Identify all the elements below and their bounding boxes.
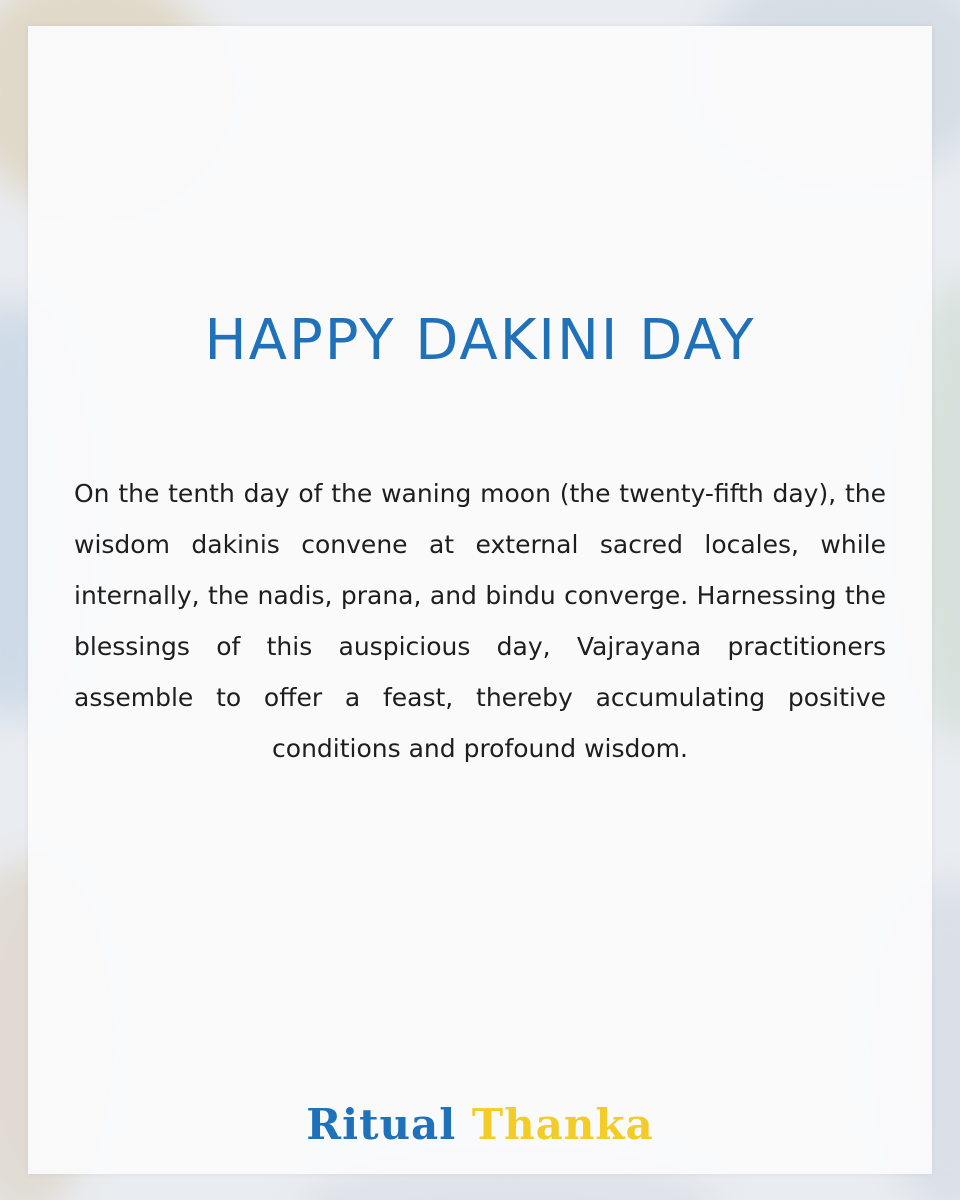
page-title: HAPPY DAKINI DAY (204, 308, 756, 373)
brand-logo (28, 1100, 932, 1149)
brand-word-thanka: Thanka (471, 1100, 654, 1149)
brand-word-ritual: Ritual (306, 1100, 457, 1149)
content-card (28, 26, 932, 1174)
body-paragraph: On the tenth day of the waning moon (the twenty-fifth day), the wisdom dakinis convene at external sacred locales, while internally, the nadis, prana, and bindu converge. Harnessing the blessings of this auspicious day, Vajrayana practitioners assemble to offer a feast, thereby accumulating positive conditions and profound wisdom. (74, 479, 886, 763)
